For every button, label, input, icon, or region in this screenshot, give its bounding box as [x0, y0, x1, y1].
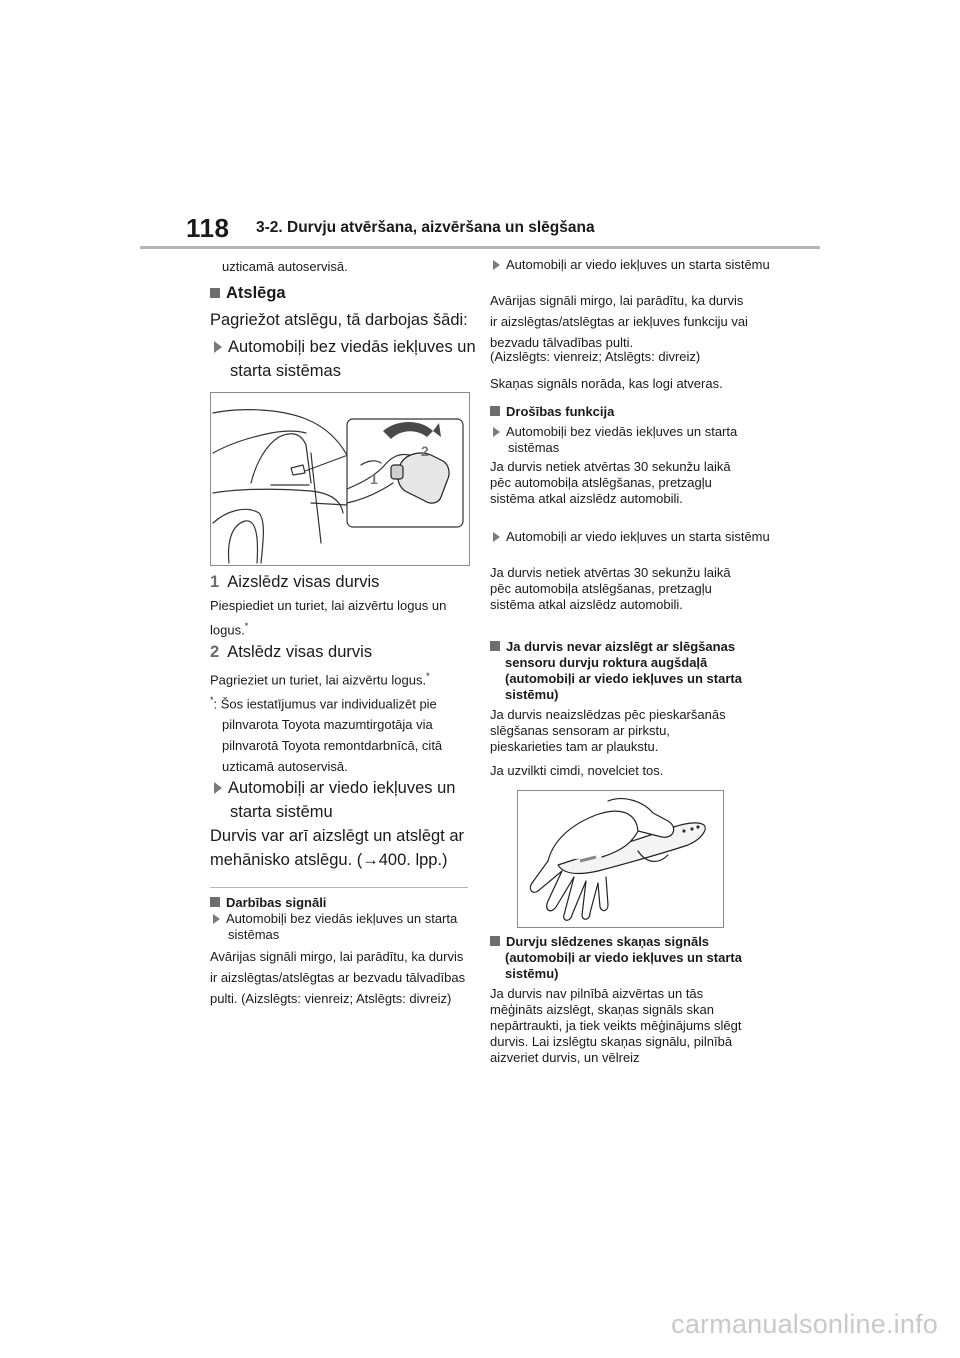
watermark-text[interactable]: carmanualsonline.info: [671, 1309, 938, 1339]
lock-buzzer-text: Ja durvis nav pilnībā aizvērtas un tās mēģināts aizslēgt, skaņas signāls skan nepārtraukti, ja tiek veikts mēģinājums slēgt durvis. Lai izslēgtu skaņas signālu, pilnībā aizveriet durvis, un vēlreiz: [490, 986, 742, 1065]
hand-on-handle-drawing: [518, 791, 723, 927]
security-smart-subheading: Automobiļi ar viedo iekļuves un starta sistēmu: [493, 529, 770, 545]
buzzer-text: Skaņas signāls norāda, kas logi atveras.: [490, 376, 723, 391]
section-square-icon: [490, 641, 500, 651]
signals-no-smart-subheading: Automobiļi bez viedās iekļuves un starta sistēmas: [213, 911, 464, 943]
continuation-text: uzticamā autoservisā.: [222, 259, 348, 274]
section-square-icon: [490, 936, 500, 946]
section-square-icon: [490, 406, 500, 416]
arrow-right-icon: [213, 914, 220, 924]
figure-label-2: 2: [421, 443, 429, 459]
arrow-right-icon: [493, 427, 500, 437]
section-square-icon: [210, 288, 220, 298]
key-intro-text: Pagriežot atslēgu, tā darbojas šādi:: [210, 311, 468, 329]
section-square-icon: [210, 897, 220, 907]
signals-smart-text: Avārijas signāli mirgo, lai parādītu, ka durvis ir aizslēgtas/atslēgtas ar iekļuves funkciju vai bezvadu tālvadības pulti.: [490, 293, 748, 350]
sensor-heading: Ja durvis nevar aizslēgt ar slēgšanas sensoru durvju roktura augšdaļā (automobiļi ar viedo iekļuves un starta sistēmu): [490, 639, 767, 703]
page-number: 118: [186, 213, 230, 243]
key-section-heading: Atslēga: [210, 281, 470, 305]
figure-label-1: 1: [370, 471, 378, 487]
item-lock-desc: Piespiediet un turiet, lai aizvērtu logus un logus.*: [210, 598, 447, 638]
signals-smart-subheading: Automobiļi ar viedo iekļuves un starta sistēmu: [493, 257, 770, 273]
signals-no-smart-text: Avārijas signāli mirgo, lai parādītu, ka durvis ir aizslēgtas/atslēgtas ar bezvadu tālvadības pulti. (Aizslēgts: vienreiz; Atslēgts: divreiz): [210, 949, 466, 1006]
signals-smart-text-2: (Aizslēgts: vienreiz; Atslēgts: divreiz): [490, 349, 701, 364]
no-smart-subheading: Automobiļi bez viedās iekļuves un starta sistēmas: [214, 335, 482, 383]
section-title: 3-2. Durvju atvēršana, aizvēršana un slēgšana: [256, 219, 595, 236]
sensor-text: Ja durvis neaizslēdzas pēc pieskaršanās slēgšanas sensoram ar pirkstu, pieskarieties tam ar plaukstu.: [490, 707, 726, 754]
security-smart-text: Ja durvis netiek atvērtas 30 sekunžu laikā pēc automobiļa atslēgšanas, pretzagļu sistēma atkal aizslēdz automobili.: [490, 565, 731, 612]
security-no-smart-text: Ja durvis netiek atvērtas 30 sekunžu laikā pēc automobiļa atslēgšanas, pretzagļu sistēma atkal aizslēdz automobili.: [490, 459, 731, 506]
section-divider: [210, 887, 468, 888]
header-divider: [140, 246, 820, 249]
footnote: *: Šos iestatījumus var individualizēt pie pilnvarota Toyota mazumtirgotāja via pilnvarotā Toyota remontdarbnīcā, citā uzticamā autoservisā.: [210, 695, 443, 775]
arrow-right-icon: [214, 341, 222, 353]
arrow-right-icon: [493, 260, 500, 270]
arrow-right-icon: [214, 782, 222, 794]
signals-heading: Darbības signāli: [210, 892, 470, 913]
hand-handle-illustration: [517, 790, 724, 928]
item-unlock-desc: Pagrieziet un turiet, lai aizvērtu logus.*: [210, 671, 430, 688]
glove-text: Ja uzvilkti cimdi, novelciet tos.: [490, 763, 664, 778]
arrow-right-icon: [493, 532, 500, 542]
lock-buzzer-heading: Durvju slēdzenes skaņas signāls (automobiļi ar viedo iekļuves un starta sistēmu): [490, 934, 755, 982]
item-unlock-all: 2 Atslēdz visas durvis: [210, 643, 373, 661]
smart-text: Durvis var arī aizslēgt un atslēgt ar mehānisko atslēgu. (→400. lpp.): [210, 827, 465, 869]
car-door-key-drawing: [211, 393, 469, 565]
security-no-smart-subheading: Automobiļi bez viedās iekļuves un starta sistēmas: [493, 424, 758, 456]
key-illustration: [210, 392, 470, 566]
security-heading: Drošības funkcija: [490, 401, 750, 422]
item-lock-all: 1 Aizslēdz visas durvis: [210, 573, 380, 591]
smart-subheading: Automobiļi ar viedo iekļuves un starta sistēmu: [214, 776, 470, 824]
